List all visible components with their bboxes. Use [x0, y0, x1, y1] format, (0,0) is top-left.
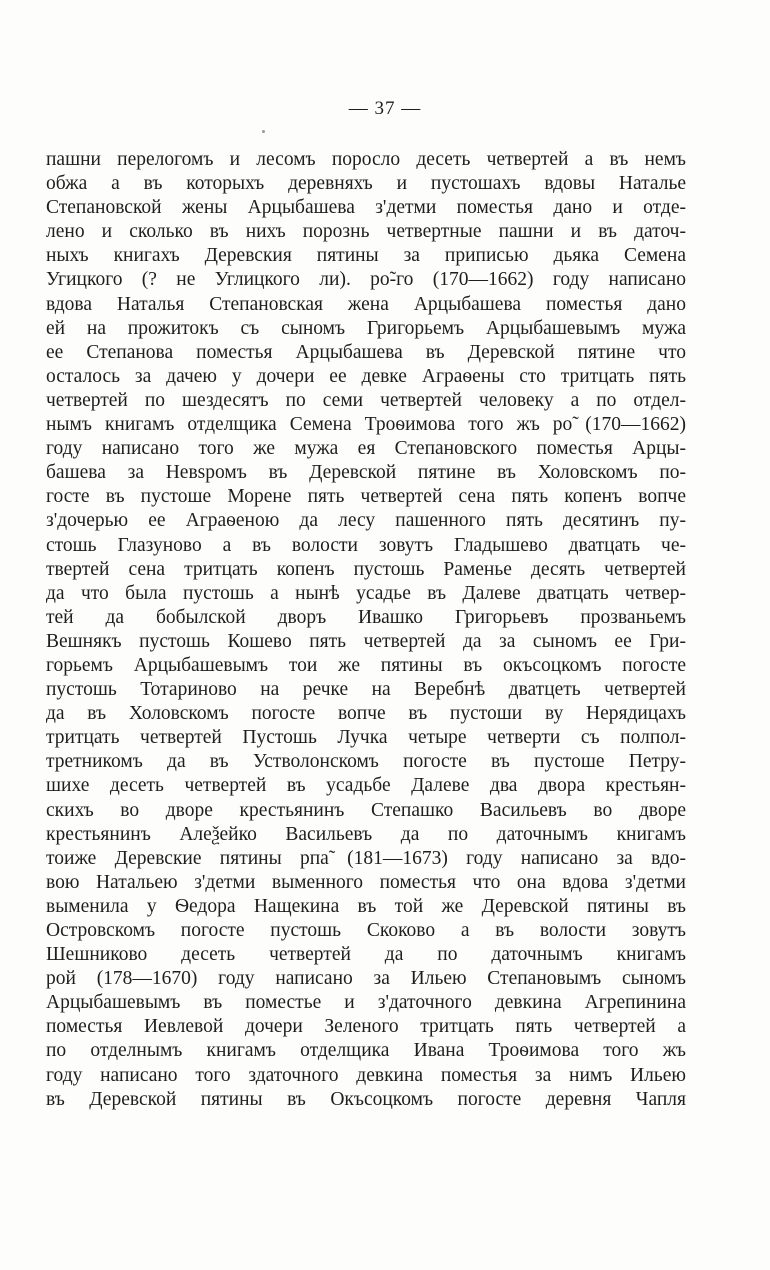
text-line: вою Натальею з'детми выменного поместья что она вдова з'детми: [46, 871, 686, 893]
text-line: лено и сколько въ нихъ порознь четвертные пашни и въ даточ-: [46, 221, 686, 243]
text-line: башева за Невѕромъ въ Деревской пятине въ Холовскомъ по-: [46, 462, 686, 484]
text-line: ныхъ книгахъ Деревския пятины за приписью дьяка Семена: [46, 245, 686, 267]
text-line: четвертей по шездесятъ по семи четвертей человеку а по отдел-: [46, 389, 686, 411]
text-line: да что была пустошь а нынѣ усадье въ Далеве дватцать четвер-: [46, 582, 686, 604]
text-line: Вешнякъ пустошь Кошево пять четвертей да за сыномъ ее Гри-: [46, 630, 686, 652]
text-line: Островскомъ погосте пустошь Скоково а въ волости зовутъ: [46, 920, 686, 941]
text-line: поместья Иевлевой дочери Зеленого тритцать пять четвертей а: [46, 1016, 686, 1038]
text-line: госте въ пустоше Морене пять четвертей сена пять копенъ вопче: [46, 486, 686, 508]
text-line: ее Степанова поместья Арцыбашева въ Деревской пятине что: [46, 341, 686, 363]
text-line: осталось за дачею у дочери ее девке Аграѳены сто тритцать пять: [46, 365, 686, 387]
text-line: нымъ книгамъ отделщика Семена Троѳимова того жъ ро̃ (170—1662): [46, 414, 686, 436]
text-line: году написано того же мужа ея Степановского поместья Арцы-: [46, 438, 686, 460]
text-line: шихе десеть четвертей въ усадьбе Далеве два двора крестьян-: [46, 775, 686, 797]
text-line: Угицкого (? не Углицкого ли). ро̃-го (170—1662) году написано: [46, 269, 686, 291]
text-line: твертей сена тритцать копенъ пустошь Раменье десять четвертей: [46, 558, 686, 580]
text-line: пустошь Тотариново на речке на Веребнѣ дватцеть четвертей: [46, 679, 686, 701]
text-line: Степановской жены Арцыбашева з'детми поместья дано и отде-: [46, 197, 686, 219]
page-number: — 37 —: [348, 98, 422, 119]
text-line: третникомъ да въ Устволонскомъ погосте въ пустоше Петру-: [46, 751, 686, 773]
text-line: тритцать четвертей Пустошь Лучка четыре четверти съ полпол-: [46, 727, 686, 749]
text-line: по отделнымъ книгамъ отделщика Ивана Троѳимова того жъ: [46, 1040, 686, 1062]
text-line: пашни перелогомъ и лесомъ поросло десеть четвертей а въ немъ: [46, 149, 686, 170]
text-line: Шешниково десеть четвертей да по даточнымъ книгамъ: [46, 944, 686, 966]
text-line: ей на прожитокъ съ сыномъ Григорьемъ Арцыбашевымъ мужа: [46, 317, 686, 339]
print-speck: [262, 130, 265, 133]
text-line: выменила у Ѳедора Нащекина въ той же Деревской пятины въ: [46, 895, 686, 917]
text-line: тоиже Деревские пятины рпа̃ (181—1673) году написано за вдо-: [46, 847, 686, 869]
text-line: году написано того здаточного девкина поместья за нимъ Ильею: [46, 1064, 686, 1086]
body-text: [46, 148, 686, 1112]
text-line: обжа а въ которыхъ деревняхъ и пустошахъ вдовы Наталье: [46, 173, 686, 195]
text-line: скихъ во дворе крестьянинъ Степашко Васильевъ во дворе: [46, 799, 686, 821]
text-line: рой (178—1670) году написано за Ильею Степановымъ сыномъ: [46, 968, 686, 990]
text-line: стошь Глазуново а въ волости зовутъ Гладышево дватцать че-: [46, 534, 686, 556]
text-line: горьемъ Арцыбашевымъ тои же пятины въ окъсоцкомъ погосте: [46, 654, 686, 676]
text-line: з'дочерью ее Аграѳеною да лесу пашенного пять десятинъ пу-: [46, 510, 686, 532]
text-line: крестьянинъ Алеѯейко Васильевъ да по даточнымъ книгамъ: [46, 823, 686, 845]
text-line: вдова Наталья Степановская жена Арцыбашева поместья дано: [46, 293, 686, 315]
text-line: въ Деревской пятины въ Окъсоцкомъ погосте деревня Чапля: [46, 1088, 686, 1110]
text-line: Арцыбашевымъ въ поместье и з'даточного девкина Агрепинина: [46, 992, 686, 1014]
text-line: да въ Холовскомъ погосте вопче въ пустоши ву Нерядицахъ: [46, 703, 686, 725]
text-line: тей да бобылской дворъ Ивашко Григорьевъ прозваньемъ: [46, 606, 686, 628]
